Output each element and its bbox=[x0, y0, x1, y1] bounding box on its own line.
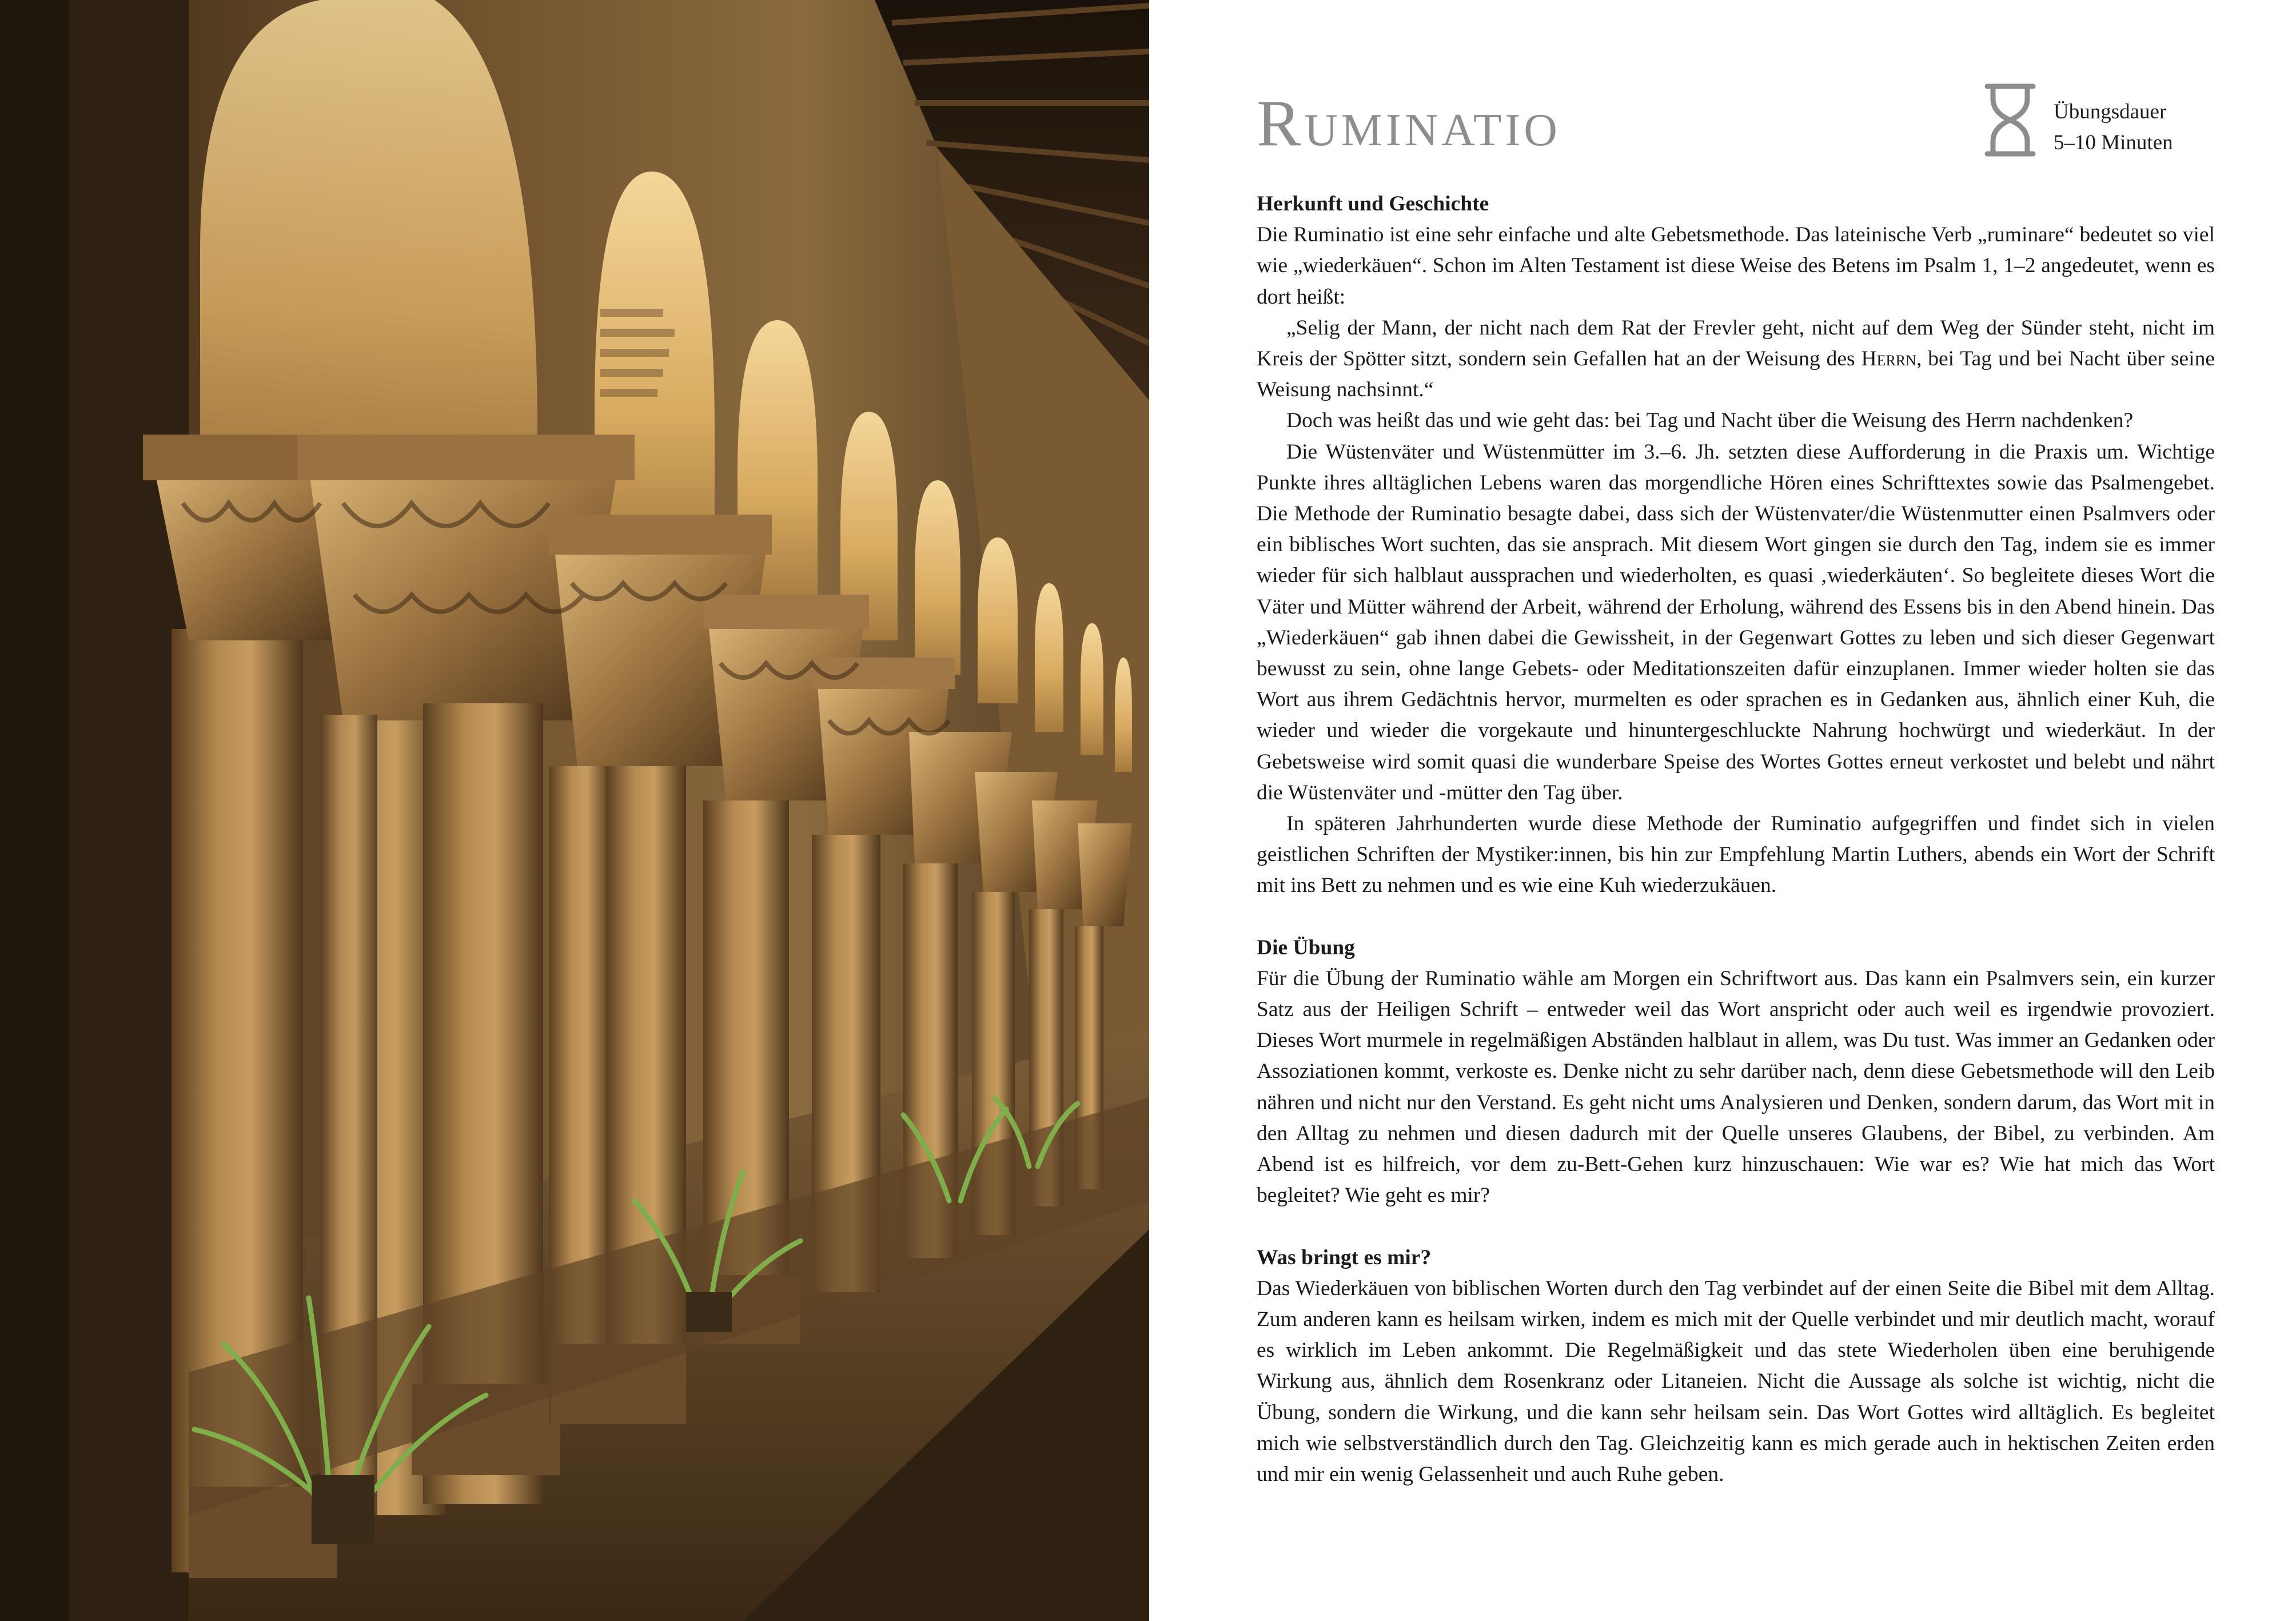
paragraph: Für die Übung der Ruminatio wähle am Morgen ein Schriftwort aus. Das kann ein Psalmvers sein, ein kurzer Satz aus der Heiligen Schrift – entweder weil das Wort anspricht oder auch weil es irgendwie provoziert. Dieses Wort murmele in regelmäßigen Abständen halblaut in allem, was Du tust. Was immer an Gedanken oder Assoziationen kommt, verkoste es. Denke nicht zu sehr darüber nach, denn diese Gebetsmethode will den Leib nähren und nicht nur den Verstand. Es geht nicht ums Analysieren und Denken, sondern darum, das Wort mit in den Alltag zu nehmen und diesen dadurch mit der Quelle unseres Glaubens, der Bibel, zu verbinden. Am Abend ist es hilfreich, vor dem zu-Bett-Gehen kurz hinzuschauen: Wie war es? Wie hat mich das Wort begleitet? Wie geht es mir? bbox=[1257, 966, 2215, 1208]
section-gap bbox=[1257, 902, 2215, 933]
text-page bbox=[1149, 0, 2296, 1621]
section-heading-origin: Herkunft und Geschichte bbox=[1257, 192, 1489, 216]
hourglass-icon bbox=[1984, 83, 2036, 157]
psalm-quote-text: „Selig der Mann, der nicht nach dem Rat der Frevler geht, nicht auf dem Weg der Sünder steht, nicht im Kreis der Spötter sitzt, sondern sein Gefallen hat an der Weisung des bbox=[1257, 316, 2215, 371]
page-title: Ruminatio bbox=[1257, 87, 1561, 160]
duration-text bbox=[2054, 97, 2173, 158]
section-heading-benefit: Was bringt es mir? bbox=[1257, 1245, 1432, 1269]
paragraph: Die Wüstenväter und Wüstenmütter im 3.–6. Jh. setzten diese Aufforderung in die Praxis um. Wichtige Punkte ihres alltäglichen Lebens waren das morgendliche Hören eines Schrifttextes sowie das Psalmengebet. Die Methode der Ruminatio besagte dabei, dass sich der Wüstenvater/die Wüstenmutter einen Psalmvers oder ein biblisches Wort suchten, das sie ansprach. Mit diesem Wort gingen sie durch den Tag, indem sie es immer wieder für sich halblaut aussprachen und wiederholten, es quasi ‚wiederkäuten‘. So begleitete dieses Wort die Väter und Mütter während der Arbeit, während der Erholung, während des Essens bis in den Abend hinein. Das „Wiederkäuen“ gab ihnen dabei die Gewissheit, in der Gegenwart Gottes zu leben und sich dieser Gegenwart bewusst zu sein, ohne lange Gebets- oder Meditationszeiten dafür einzuplanen. Immer wieder holten sie das Wort aus ihrem Gedächtnis hervor, murmelten es oder sprachen es in Gedanken aus, ähnlich einer Kuh, die wieder und wieder die vorgekaute und hinuntergeschluckte Nahrung hochwürgt und wiederkäut. In der Gebetsweise wird somit quasi die wunderbare Speise des Wortes Gottes erneut verkostet und belebt und nährt die Wüstenväter und -mütter den Tag über. bbox=[1257, 440, 2215, 804]
paragraph: Die Ruminatio ist eine sehr einfache und alte Gebetsmethode. Das lateinische Verb „ruminare“ bedeutet so viel wie „wiederkäuen“. Schon im Alten Testament ist diese Weise des Betens im Psalm 1, 1–2 angedeutet, wenn es dort heißt: bbox=[1257, 223, 2215, 309]
article-body bbox=[1257, 189, 2215, 1490]
section-gap bbox=[1257, 1212, 2215, 1242]
paragraph: Das Wiederkäuen von biblischen Worten durch den Tag verbindet auf der einen Seite die Bibel mit dem Alltag. Zum anderen kann es heilsam wirken, indem es mich mit der Quelle verbindet und mir deutlich macht, worauf es wirklich im Leben ankommt. Die Regelmäßigkeit und das stete Wiederholen üben eine beruhigende Wirkung aus, ähnlich dem Rosenkranz oder Litaneien. Nicht die Aussage als solche ist wichtig, nicht die Übung, sondern die Wirkung, und die kann sehr heilsam sein. Das Wort Gottes wird alltäglich. Es begleitet mich wie selbstverständlich durch den Tag. Gleichzeitig kann es mich gerade auch in hektischen Zeiten erden und mir ein wenig Gelassenheit und auch Ruhe geben. bbox=[1257, 1276, 2215, 1486]
paragraph: Doch was heißt das und wie geht das: bei Tag und Nacht über die Weisung des Herrn nachdenken? bbox=[1286, 409, 2134, 433]
paragraph: In späteren Jahrhunderten wurde diese Methode der Ruminatio aufgegriffen und findet sich in vielen geistlichen Schriften der Mystiker:innen, bis hin zur Empfehlung Martin Luthers, abends ein Wort der Schrift mit ins Bett zu nehmen und es wie eine Kuh wiederzukäuen. bbox=[1257, 812, 2215, 898]
psalm-quote-smallcaps: Herrn bbox=[1861, 347, 1916, 371]
duration-box bbox=[1984, 83, 2247, 157]
psalm-quote bbox=[1257, 313, 2215, 406]
psalm-quote-end: , bei Tag und bei Nacht über seine Weisung nachsinnt.“ bbox=[1257, 347, 2215, 402]
duration-value: 5–10 Minuten bbox=[2054, 131, 2173, 154]
section-heading-exercise: Die Übung bbox=[1257, 935, 1355, 959]
duration-label: Übungsdauer bbox=[2054, 100, 2167, 124]
